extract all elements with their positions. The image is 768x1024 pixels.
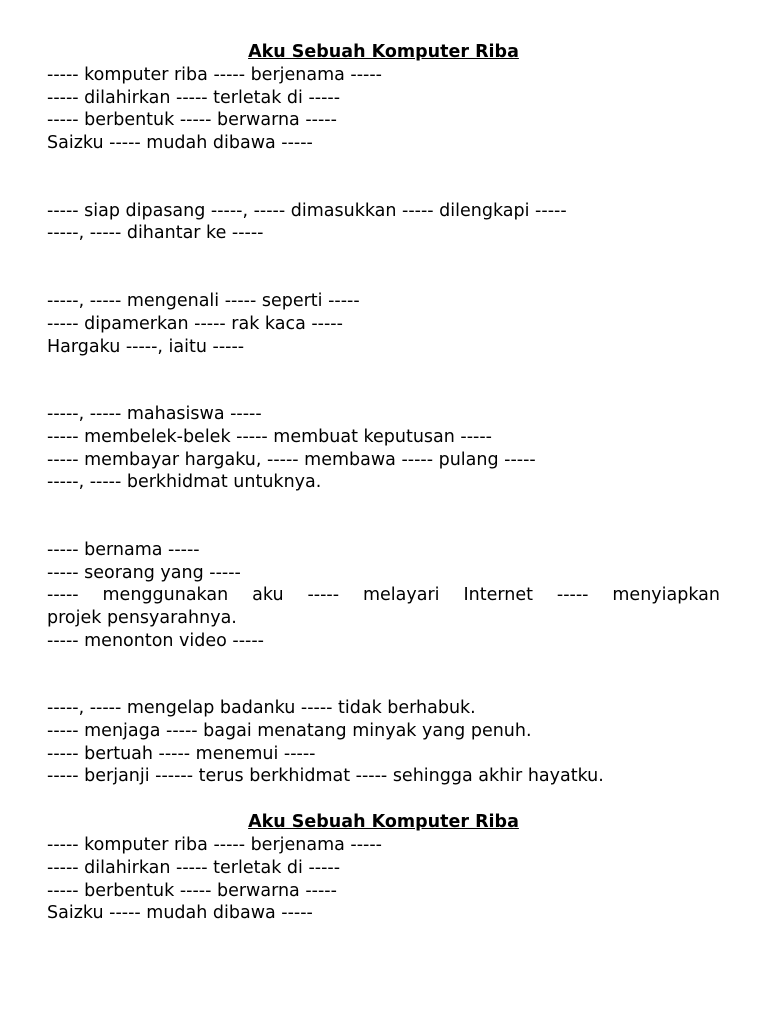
text-line: ----- berbentuk ----- berwarna ----- (47, 880, 337, 901)
text-line: ----- seorang yang ----- (47, 562, 241, 583)
document-title: Aku Sebuah Komputer Riba (248, 42, 519, 62)
text-line: -----, ----- mengenali ----- seperti ----- (47, 291, 360, 312)
document-title-repeat: Aku Sebuah Komputer Riba (248, 812, 519, 833)
text-line: ----- komputer riba ----- berjenama ----- (47, 835, 382, 856)
text-line: projek pensyarahnya. (47, 608, 237, 628)
paragraph-4 (47, 403, 720, 494)
text-line: ----- dilahirkan ----- terletak di ----- (47, 87, 341, 108)
text-line: ----- menjaga ----- bagai menatang minyak yang penuh. (47, 721, 532, 742)
text-line: -----, ----- berkhidmat untuknya. (47, 472, 322, 493)
paragraph-5 (47, 539, 720, 652)
paragraph-7 (47, 834, 720, 925)
text-line: ----- membayar hargaku, ----- membawa ----- pulang ----- (47, 449, 536, 470)
text-line: Saizku ----- mudah dibawa ----- (47, 133, 313, 154)
text-line: ----- siap dipasang -----, ----- dimasukkan ----- dilengkapi ----- (47, 200, 567, 221)
text-line: ----- dipamerkan ----- rak kaca ----- (47, 313, 343, 334)
paragraph-spacer (47, 155, 720, 200)
paragraph-spacer (47, 788, 720, 810)
paragraph-spacer (47, 358, 720, 403)
paragraph-spacer (47, 652, 720, 697)
text-line: ----- menonton video ----- (47, 630, 264, 651)
paragraph-spacer (47, 494, 720, 539)
text-line: -----, ----- mengelap badanku ----- tidak berhabuk. (47, 698, 476, 719)
text-line: ----- bernama ----- (47, 539, 200, 560)
text-line: ----- berjanji ------ terus berkhidmat ----- sehingga akhir hayatku. (47, 766, 604, 787)
paragraph-3 (47, 290, 720, 358)
text-line: Saizku ----- mudah dibawa ----- (47, 903, 313, 924)
paragraph-1 (47, 64, 720, 155)
text-line: -----, ----- dihantar ke ----- (47, 223, 264, 244)
text-line: ----- komputer riba ----- berjenama ----- (47, 65, 382, 85)
document-page (47, 40, 720, 925)
text-line: -----, ----- mahasiswa ----- (47, 404, 262, 425)
text-line: ----- membelek-belek ----- membuat keputusan ----- (47, 426, 492, 447)
text-line: ----- dilahirkan ----- terletak di ----- (47, 857, 341, 878)
text-line-justified: ----- menggunakan aku ----- melayari Internet ----- menyiapkan (47, 585, 720, 606)
text-line: ----- bertuah ----- menemui ----- (47, 743, 316, 764)
text-line: Hargaku -----, iaitu ----- (47, 336, 245, 357)
paragraph-6 (47, 697, 720, 788)
paragraph-spacer (47, 245, 720, 290)
paragraph-2 (47, 200, 720, 245)
text-line: ----- berbentuk ----- berwarna ----- (47, 110, 337, 131)
